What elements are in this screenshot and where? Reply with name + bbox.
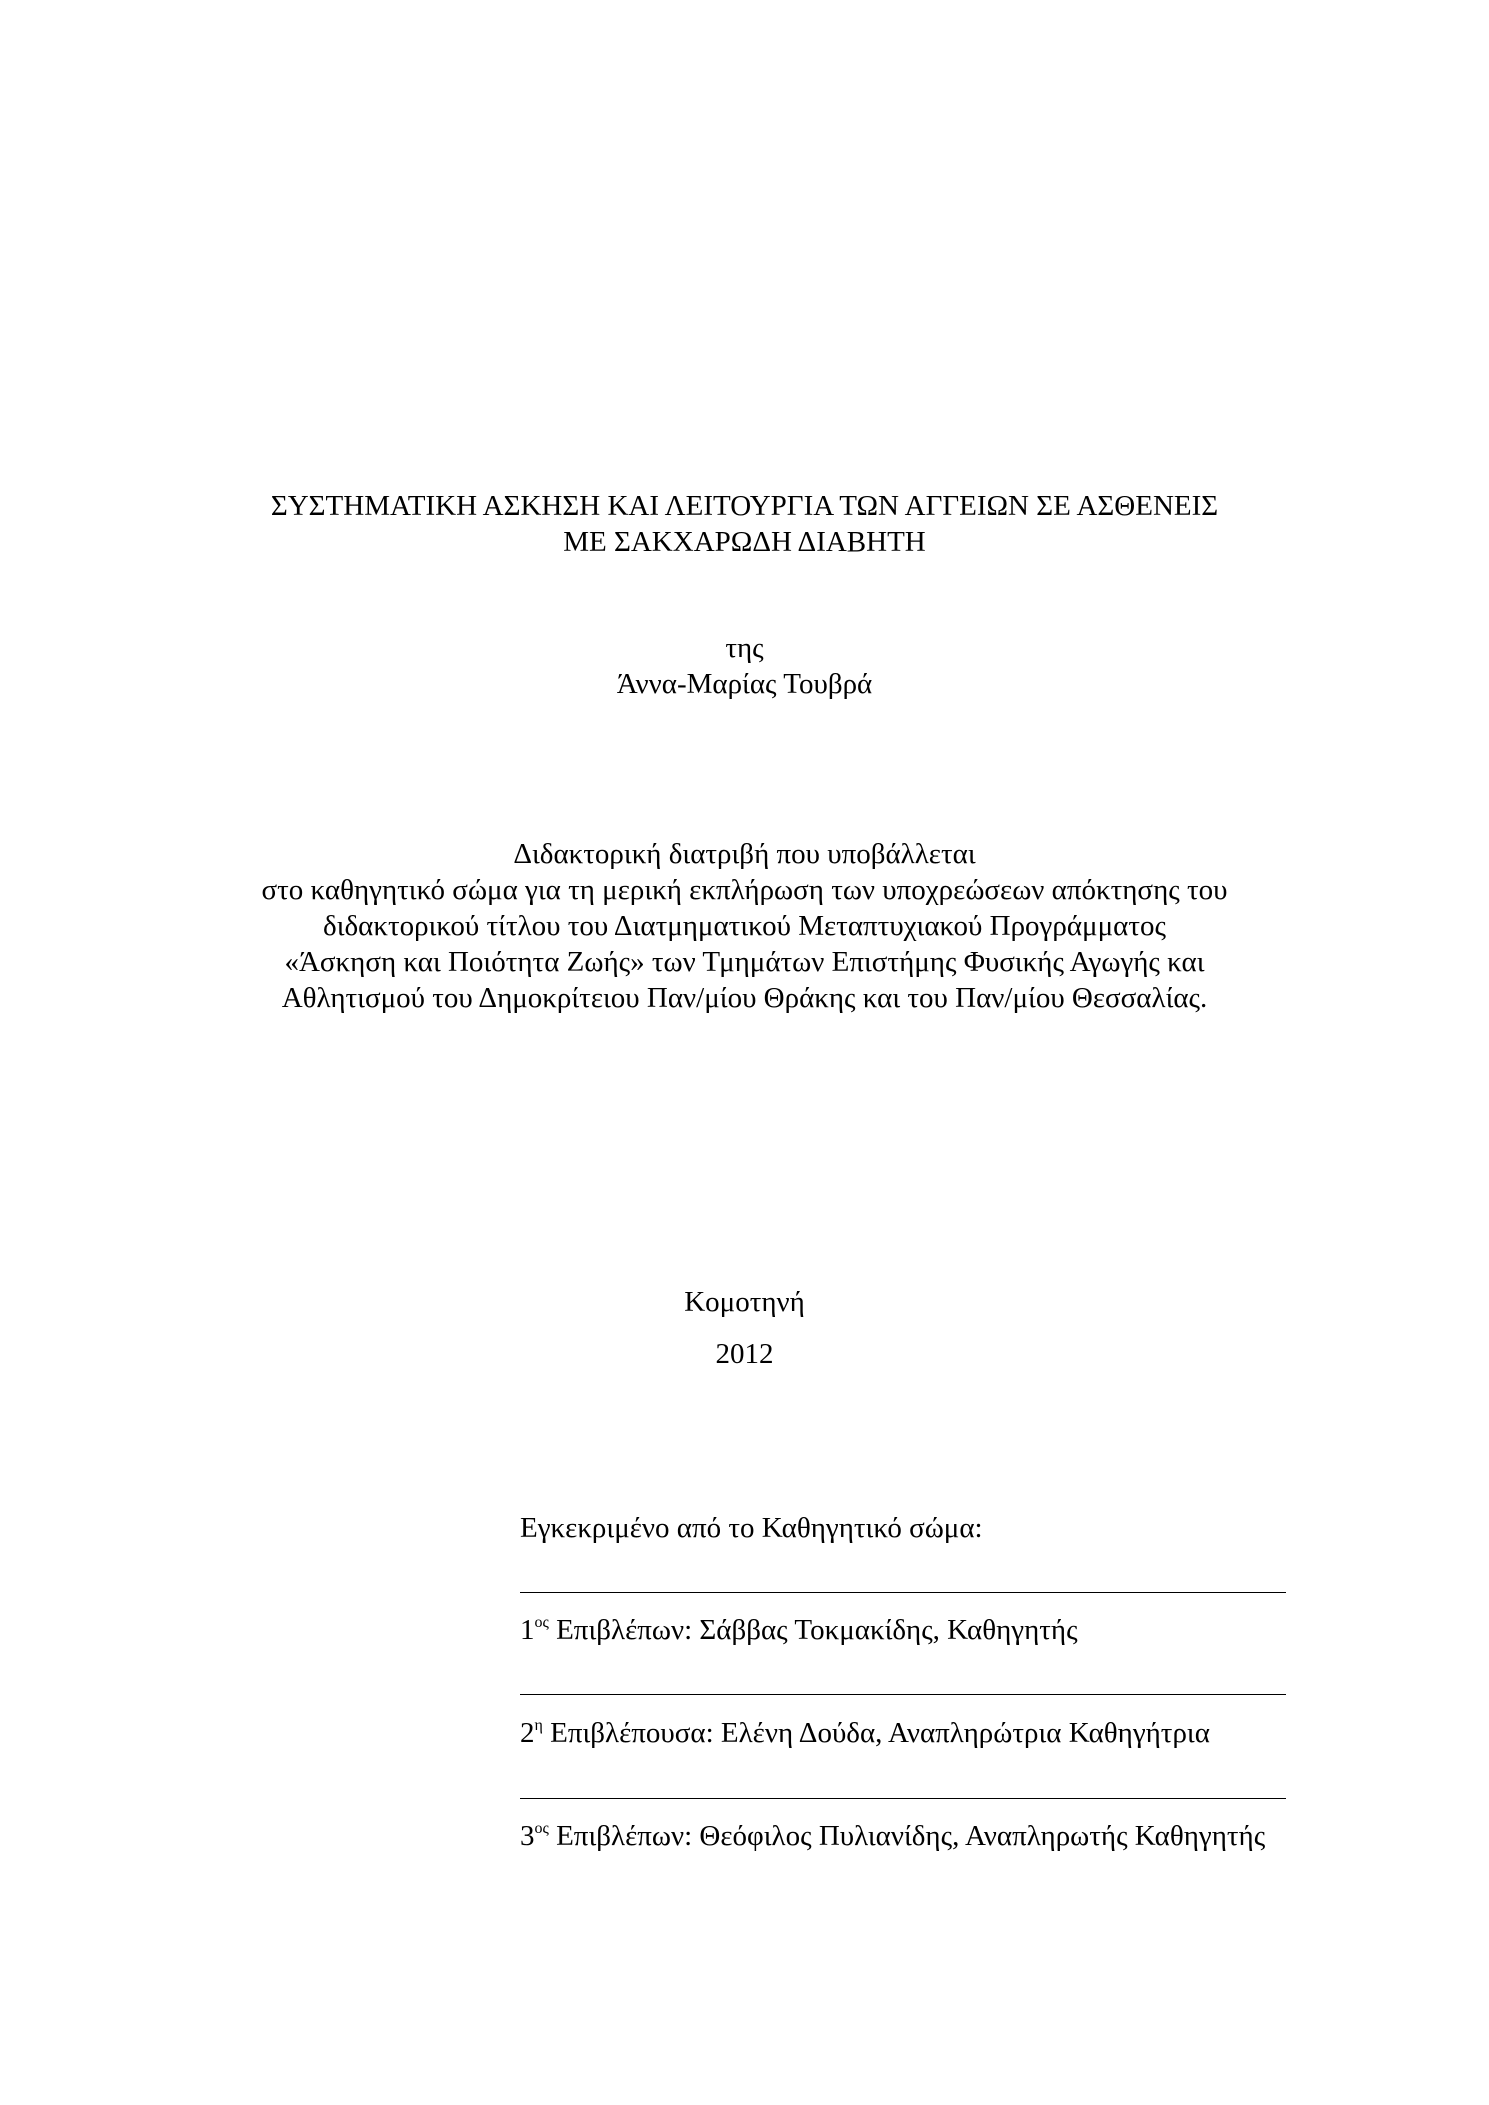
description-line: Διδακτορική διατριβή που υποβάλλεται [513,838,976,870]
supervisor-number: 2 [520,1717,535,1749]
supervisor-ordinal: η [534,1717,543,1734]
thesis-title [0,488,1489,560]
title-line-2: ΜΕ ΣΑΚΧΑΡΩΔΗ ΔΙΑΒΗΤΗ [563,526,926,558]
supervisor-ordinal: ος [534,1614,549,1631]
supervisor-number: 1 [520,1614,535,1646]
supervisor-2 [520,1715,1210,1751]
supervisor-ordinal: ος [534,1820,549,1837]
year: 2012 [715,1338,774,1370]
approval-section [520,1510,1300,1546]
supervisor-3 [520,1818,1265,1854]
description-line: στο καθηγητικό σώμα για τη μερική εκπλήρωση των υποχρεώσεων απόκτησης του [261,874,1228,906]
signature-line [520,1694,1286,1695]
supervisor-details: Επιβλέπουσα: Ελένη Δούδα, Αναπληρώτρια Καθηγήτρια [542,1717,1210,1749]
signature-line [520,1592,1286,1593]
description-line: «Άσκηση και Ποιότητα Ζωής» των Τμημάτων Επιστήμης Φυσικής Αγωγής και [284,946,1205,978]
supervisor-1 [520,1612,1078,1648]
description-line: Αθλητισμού του Δημοκρίτειου Παν/μίου Θράκης και του Παν/μίου Θεσσαλίας. [281,982,1208,1014]
description-line: διδακτορικού τίτλου του Διατμηματικού Μεταπτυχιακού Προγράμματος [323,910,1166,942]
author-block [0,630,1489,702]
place: Κομοτηνή [684,1286,805,1318]
signature-line [520,1798,1286,1799]
approval-heading: Εγκεκριμένο από το Καθηγητικό σώμα: [520,1512,983,1544]
author-name: Άννα-Μαρίας Τουβρά [616,668,873,700]
author-prefix: της [725,632,764,664]
supervisor-details: Επιβλέπων: Σάββας Τοκμακίδης, Καθηγητής [548,1614,1078,1646]
title-line-1: ΣΥΣΤΗΜΑΤΙΚΗ ΑΣΚΗΣΗ ΚΑΙ ΛΕΙΤΟΥΡΓΙΑ ΤΩΝ ΑΓΓΕΙΩΝ ΣΕ ΑΣΘΕΝΕΙΣ [270,490,1219,522]
supervisor-details: Επιβλέπων: Θεόφιλος Πυλιανίδης, Αναπληρωτής Καθηγητής [548,1820,1266,1852]
supervisor-number: 3 [520,1820,535,1852]
thesis-description [0,836,1489,1016]
